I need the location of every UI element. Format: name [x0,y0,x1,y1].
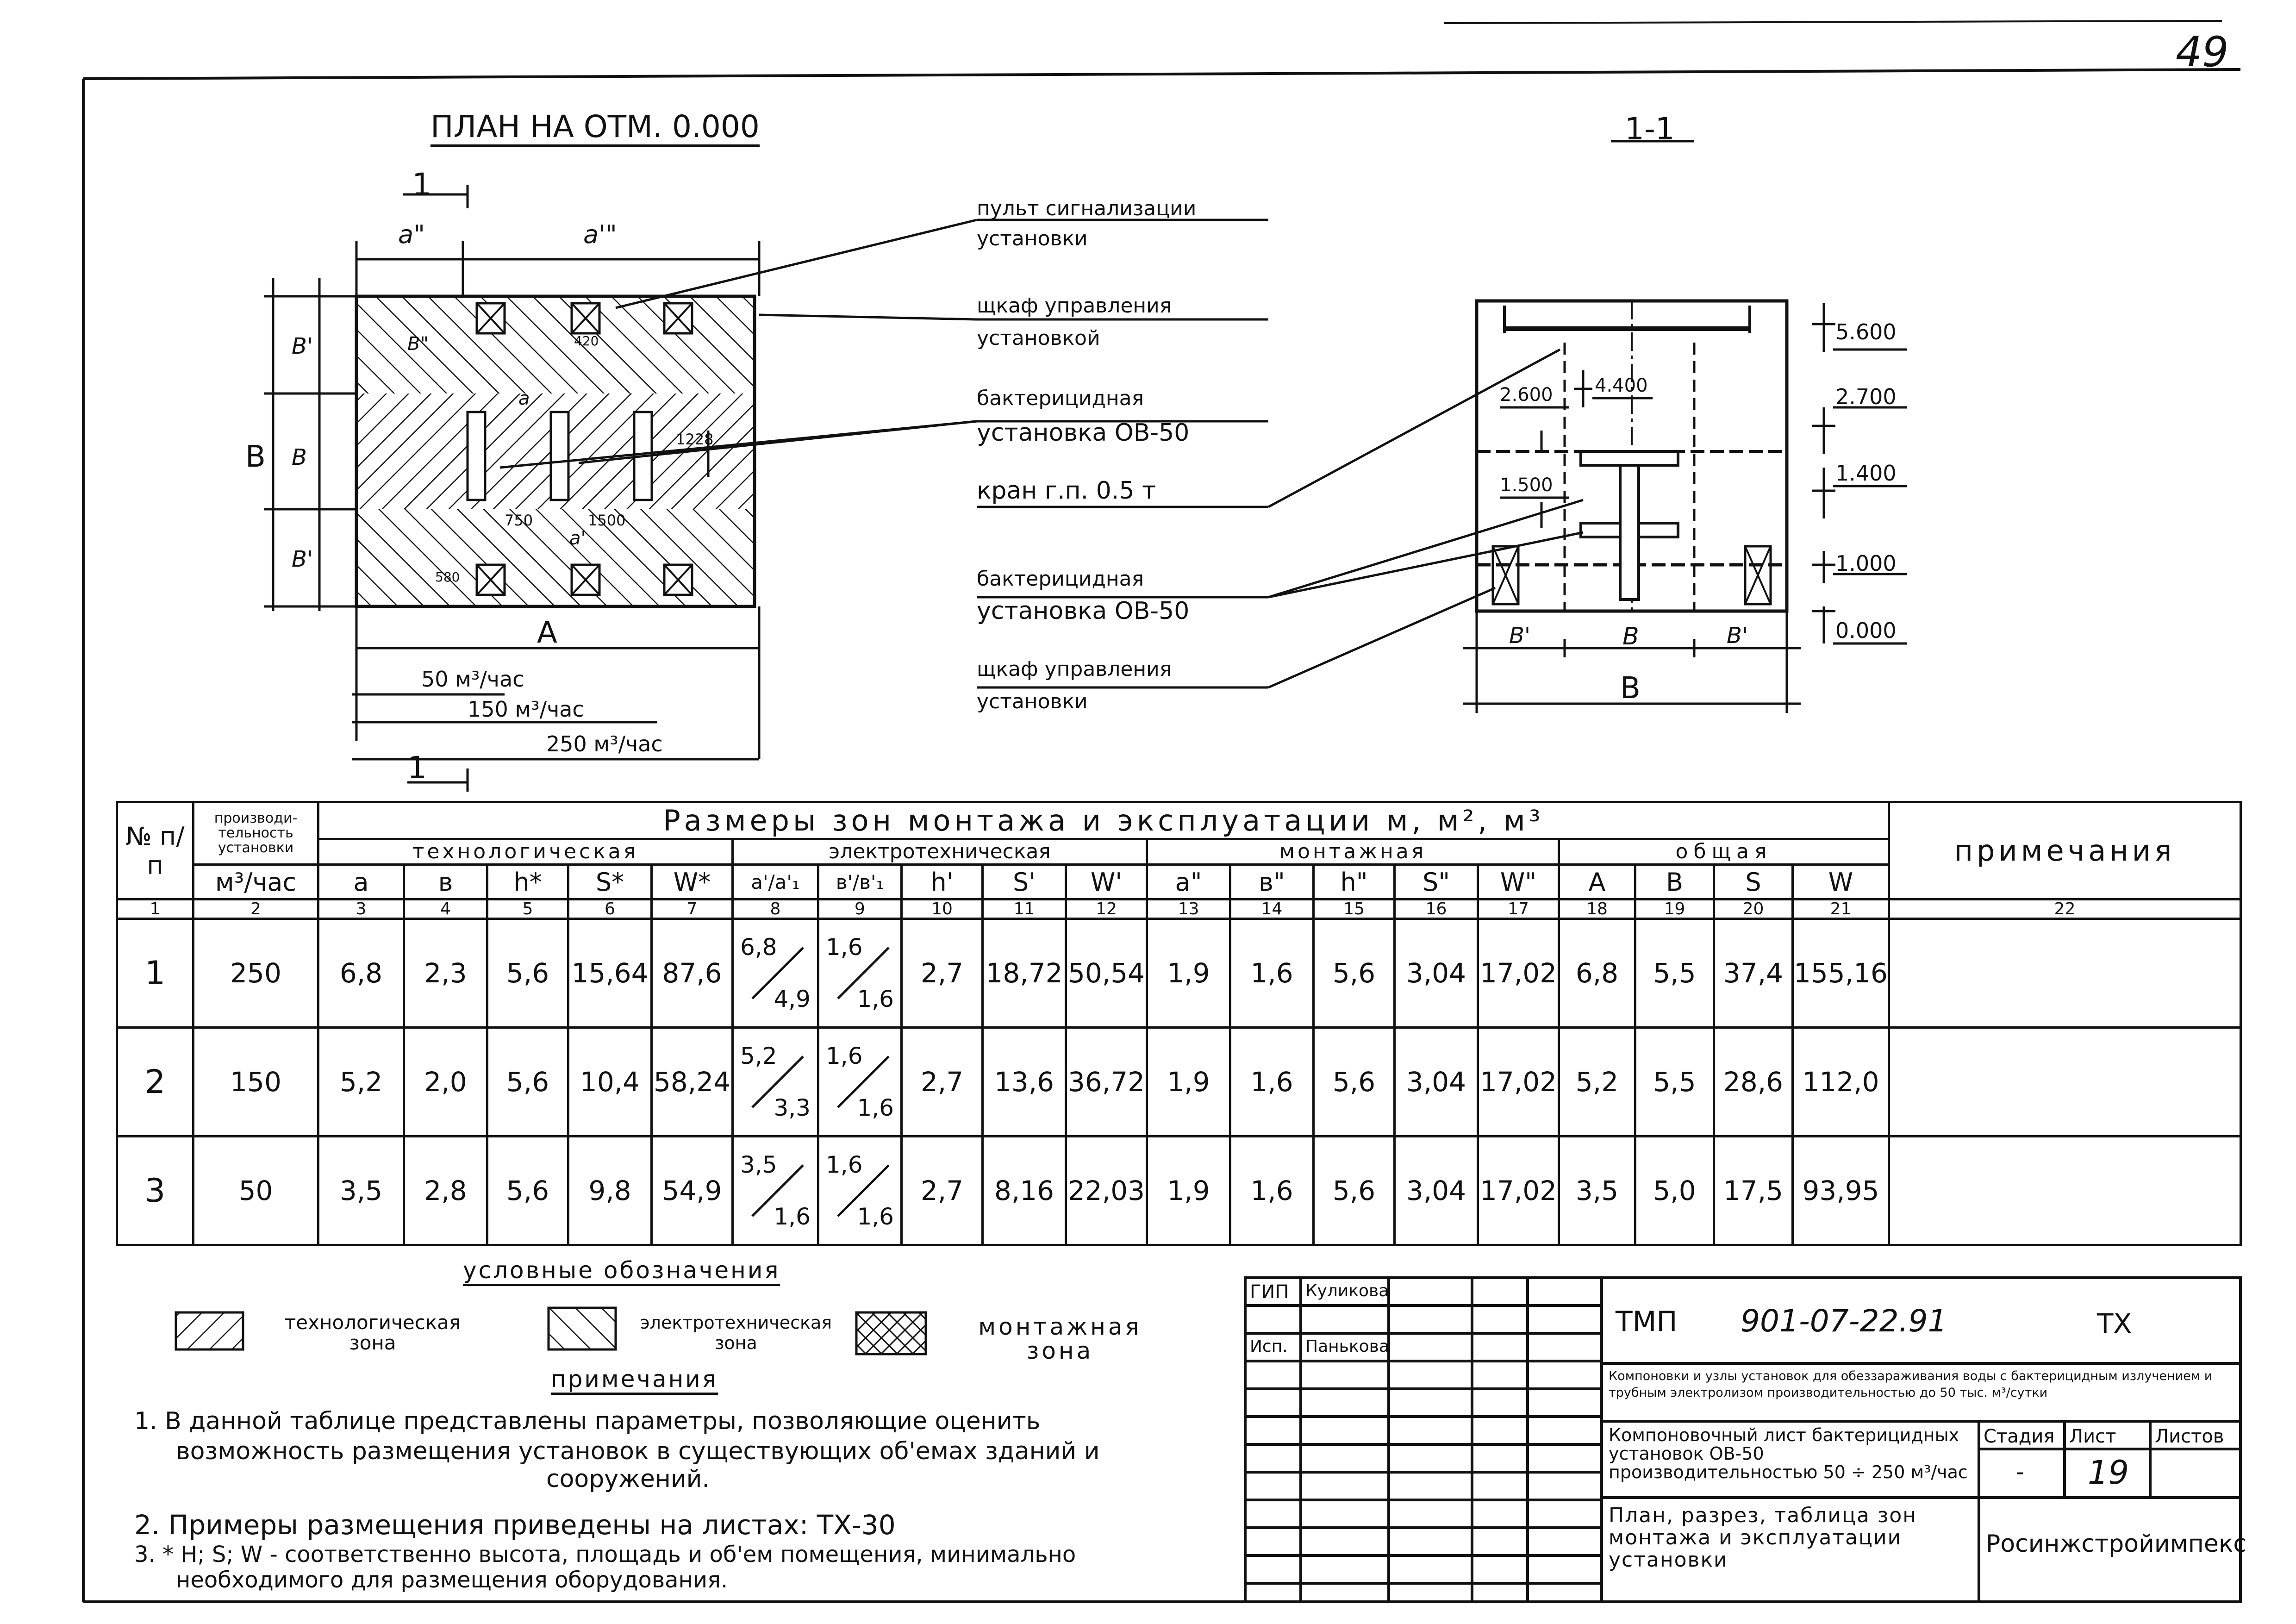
callout-control-cabinet: щкаф управления [977,294,1172,318]
tb-stage-value: - [2016,1458,2025,1485]
th-sub: в" [1230,865,1314,899]
legend-swatch-mont [856,1312,926,1354]
cell-frac-b: 1,6 1,6 [818,1028,902,1137]
cell-h: 5,6 [487,1137,568,1245]
section-level-2700: 2.700 [1835,384,1897,409]
cell-W: 155,16 [1793,919,1889,1028]
th-sub: h' [902,865,983,899]
th-mont-zone: монтажная [1147,839,1559,865]
cell-s: 10,4 [568,1028,652,1137]
callout-alarm-panel: пульт сигнализации [977,197,1197,220]
col-index: 12 [1066,899,1147,919]
cell-h2: 5,6 [1314,1028,1395,1137]
cell-W: 93,95 [1793,1137,1889,1245]
col-index: 2 [193,899,318,919]
plan-title: ПЛАН НА ОТМ. 0.000 [430,109,760,147]
plan-cut-mark-top: 1 [412,167,431,202]
tb-gip-role: ГИП [1250,1281,1289,1303]
note-3: 3. * H; S; W - соответственно высота, площадь и об'ем помещения, минимально [134,1542,1076,1568]
tb-sheets-label: Листов [2155,1426,2224,1447]
plan-dim-580: 580 [435,569,460,585]
plan-dim-a2: a" [398,220,425,249]
cell-w1: 22,03 [1066,1137,1147,1245]
cell-notes [1889,1137,2240,1245]
cell-frac-b: 1,6 1,6 [818,1137,902,1245]
cell-b: 2,8 [404,1137,487,1245]
cell-h1: 2,7 [902,1137,983,1245]
cell-notes [1889,919,2240,1028]
cell-S: 17,5 [1714,1137,1793,1245]
cell-s1: 13,6 [983,1028,1066,1137]
tb-isp-role: Исп. [1250,1337,1288,1356]
plan-dim-a1: a' [569,528,586,549]
cell-prod: 50 [193,1137,318,1245]
cell-b: 2,0 [404,1028,487,1137]
cell-a2: 1,9 [1147,1028,1230,1137]
legend-swatch-elec [549,1308,616,1349]
cell-frac-a: 5,2 3,3 [733,1028,818,1137]
cell-h2: 5,6 [1314,1137,1395,1245]
cell-n: 1 [117,919,193,1028]
plan-dim-1500: 1500 [588,512,626,529]
cell-h1: 2,7 [902,919,983,1028]
cell-s1: 8,16 [983,1137,1066,1245]
col-index: 10 [902,899,983,919]
legend-title: условные обозначения [463,1257,780,1286]
th-total: общая [1559,839,1889,865]
th-sub: W* [652,865,733,899]
cell-A: 5,2 [1559,1028,1635,1137]
th-sub: a'/a'₁ [733,865,818,899]
col-index: 8 [733,899,818,919]
th-sub: W" [1478,865,1559,899]
table-row [117,1137,2241,1245]
cell-w2: 17,02 [1478,1028,1559,1137]
plan-dim-B: В [245,440,266,474]
callout-control-cabinet-section: щкаф управления [977,657,1172,681]
cell-frac-b: 1,6 1,6 [818,919,902,1028]
cell-S: 37,4 [1714,919,1793,1028]
cell-w1: 50,54 [1066,919,1147,1028]
col-index: 20 [1714,899,1793,919]
note-3-line2: необходимого для размещения оборудования. [176,1567,728,1593]
tb-stage-label: Стадия [1984,1426,2055,1447]
th-sub: a" [1147,865,1230,899]
th-sub: S [1714,865,1793,899]
callout-crane: кран г.п. 0.5 т [977,477,1156,505]
callout-bact-unit-2: установка ОВ-50 [977,419,1190,447]
cell-B: 5,0 [1635,1137,1714,1245]
cell-prod: 150 [193,1028,318,1137]
th-sub: В [1635,865,1714,899]
cell-frac-a: 6,8 4,9 [733,919,818,1028]
plan-cut-mark-bottom: 1 [407,750,427,786]
cell-w1: 36,72 [1066,1028,1147,1137]
tb-sheet-description: Компоновочный лист бактерицидных установок ОВ-50 производительностью 50 ÷ 250 м³/час [1609,1425,1968,1482]
col-index: 5 [487,899,568,919]
th-sub: h" [1314,865,1395,899]
col-index: 18 [1559,899,1635,919]
cell-b2: 1,6 [1230,1028,1314,1137]
zones-table [116,801,2242,1246]
cell-b2: 1,6 [1230,919,1314,1028]
note-1-line3: сооружений. [546,1465,710,1493]
table-row [117,919,2241,1028]
col-index: 7 [652,899,733,919]
col-index: 13 [1147,899,1230,919]
legend-mont-label: монтажная зона [978,1313,1142,1364]
th-sub: A [1559,865,1635,899]
cell-B: 5,5 [1635,1028,1714,1137]
cell-S: 28,6 [1714,1028,1793,1137]
cell-a: 5,2 [318,1028,404,1137]
plan-dim-420: 420 [574,333,599,349]
col-index: 1 [117,899,193,919]
col-index: 22 [1889,899,2240,919]
th-elec-zone: электротехническая [733,839,1147,865]
tb-description: Компоновки и узлы установок для обеззараживания воды с бактерицидным излучением и трубным электролизом производительностью до 50 тыс. м³/сутки [1609,1369,2213,1400]
col-index: 11 [983,899,1066,919]
note-1-line2: возможность размещения установок в существующих об'емах зданий и [176,1437,1100,1465]
plan-capacity-250: 250 м³/час [546,731,663,756]
section-level-5600: 5.600 [1835,319,1897,344]
col-index: 21 [1793,899,1889,919]
section-dim-b2: В' [1727,623,1748,649]
tb-project-code: 901-07-22.91 [1741,1303,1947,1339]
callout-bact-unit-section: бактерицидная [977,567,1144,591]
cell-w2: 17,02 [1478,1137,1559,1245]
note-2: 2. Примеры размещения приведены на листах: ТХ-30 [134,1509,896,1541]
notes-title: примечания [551,1366,718,1395]
callout-control-cabinet-section-2: установки [977,690,1088,713]
tb-content-description: План, разрез, таблица зон монтажа и эксплуатации установки [1609,1504,1917,1572]
section-level-2600: 2.600 [1500,384,1553,406]
section-level-1500: 1.500 [1500,475,1553,496]
cell-a: 3,5 [318,1137,404,1245]
th-prod-unit: м³/час [193,865,318,899]
callout-bact-unit: бактерицидная [977,387,1144,410]
section-dim-B: В [1620,671,1641,706]
th-sub: W [1793,865,1889,899]
th-sub: W' [1066,865,1147,899]
plan-dim-A: A [537,616,557,650]
th-sub: в [404,865,487,899]
callout-alarm-panel-2: установки [977,227,1088,250]
col-index: 3 [318,899,404,919]
cell-h2: 5,6 [1314,919,1395,1028]
tb-gip-name: Куликова [1305,1281,1389,1300]
cell-prod: 250 [193,919,318,1028]
plan-dim-b2: В [292,444,307,470]
cell-w: 54,9 [652,1137,733,1245]
cell-notes [1889,1028,2240,1137]
plan-dim-b3: В' [292,546,313,572]
cell-n: 3 [117,1137,193,1245]
plan-dim-b1: В' [292,333,313,359]
cell-W: 112,0 [1793,1028,1889,1137]
cell-h: 5,6 [487,1028,568,1137]
cell-w: 87,6 [652,919,733,1028]
plan-dim-a-mid: a [518,388,530,409]
th-productivity: производи-тельность установки [193,802,318,865]
col-index: 15 [1314,899,1395,919]
col-index: 14 [1230,899,1314,919]
cell-B: 5,5 [1635,919,1714,1028]
legend-elec-label: электротехническая зона [640,1312,832,1353]
cell-s1: 18,72 [983,919,1066,1028]
cell-s2: 3,04 [1395,919,1478,1028]
table-row [117,1028,2241,1137]
th-sub: S' [983,865,1066,899]
th-notes: примечания [1889,802,2240,899]
tb-stage-mark: ТХ [2097,1308,2132,1339]
plan-dim-750: 750 [505,512,533,529]
plan-elec-zone-bottom [356,509,755,606]
col-index: 17 [1478,899,1559,919]
col-index: 16 [1395,899,1478,919]
section-dim-b: В [1622,623,1639,650]
th-zone-sizes: Размеры зон монтажа и эксплуатации м, м², м³ [318,802,1889,839]
callout-control-cabinet-2: установкой [977,326,1100,350]
section-dim-b1: В' [1509,623,1531,649]
cell-a2: 1,9 [1147,919,1230,1028]
cell-A: 6,8 [1559,919,1635,1028]
col-index: 9 [818,899,902,919]
cell-h: 5,6 [487,919,568,1028]
section-level-4400: 4.400 [1595,375,1648,396]
plan-dim-a2x: a'" [583,220,617,249]
th-num: № п/п [117,802,193,899]
th-sub: a [318,865,404,899]
section-title: 1-1 [1625,111,1675,147]
col-index: 19 [1635,899,1714,919]
tb-sheet-value: 19 [2088,1454,2129,1492]
plan-capacity-150: 150 м³/час [468,697,584,722]
tb-sheet-label: Лист [2069,1426,2116,1447]
tb-project-prefix: ТМП [1616,1305,1678,1338]
cell-b: 2,3 [404,919,487,1028]
section-level-1000: 1.000 [1835,551,1897,576]
cell-h1: 2,7 [902,1028,983,1137]
cell-a: 6,8 [318,919,404,1028]
plan-dim-1228: 1228 [676,431,714,448]
cell-s: 15,64 [568,919,652,1028]
tb-organization: Росинжстройимпекс [1986,1530,2246,1558]
tb-isp-name: Панькова [1305,1337,1389,1356]
cell-w: 58,24 [652,1028,733,1137]
col-index: 4 [404,899,487,919]
cell-frac-a: 3,5 1,6 [733,1137,818,1245]
cell-s2: 3,04 [1395,1028,1478,1137]
section-level-1400: 1.400 [1835,461,1897,486]
plan-dim-h2: В" [407,333,429,355]
sheet-page-number: 49 [2176,28,2229,76]
section-level-0000: 0.000 [1835,618,1897,643]
th-sub: в'/в'₁ [818,865,902,899]
th-sub: S* [568,865,652,899]
callout-bact-unit-section-2: установка ОВ-50 [977,597,1190,625]
cell-w2: 17,02 [1478,919,1559,1028]
th-tech-zone: технологическая [318,839,733,865]
th-sub: S" [1395,865,1478,899]
th-sub: h* [487,865,568,899]
cell-A: 3,5 [1559,1137,1635,1245]
cell-s2: 3,04 [1395,1137,1478,1245]
cell-b2: 1,6 [1230,1137,1314,1245]
plan-capacity-50: 50 м³/час [421,667,524,692]
cell-a2: 1,9 [1147,1137,1230,1245]
cell-n: 2 [117,1028,193,1137]
col-index: 6 [568,899,652,919]
legend-swatch-tech [176,1312,243,1349]
legend-tech-label: технологическая зона [284,1311,461,1354]
cell-s: 9,8 [568,1137,652,1245]
note-1: 1. В данной таблице представлены параметры, позволяющие оценить [134,1407,1041,1435]
